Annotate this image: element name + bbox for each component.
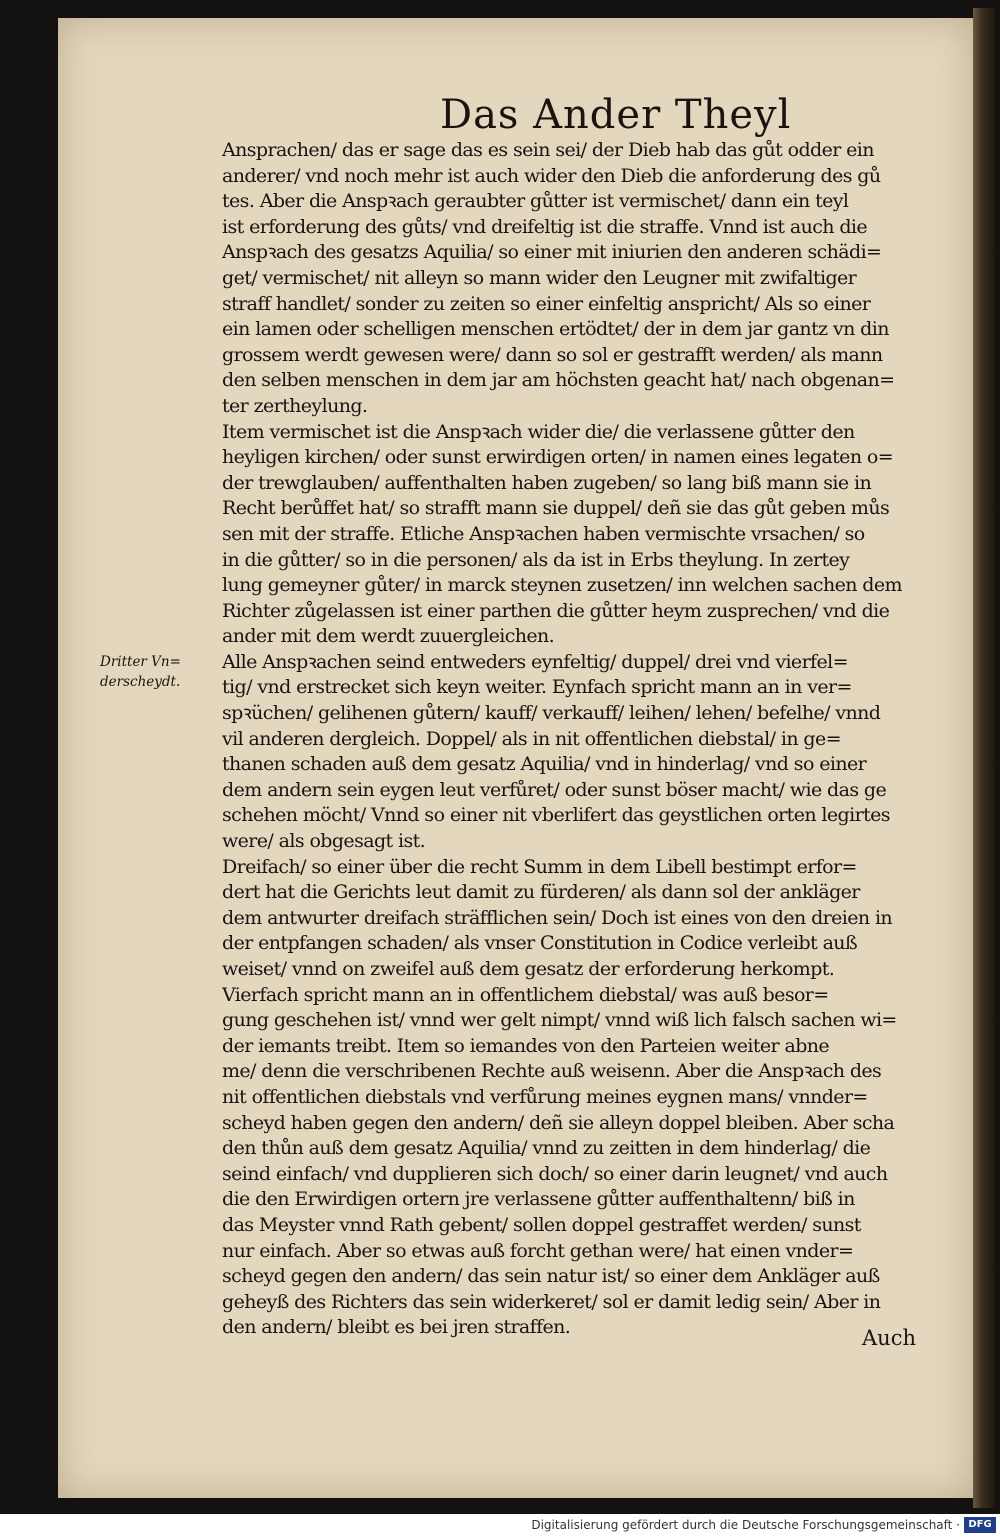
text-line: ander mit dem werdt zuuergleichen. — [222, 625, 555, 648]
text-line: den selben menschen in dem jar am höchsten geacht hat/ nach obgenan= — [222, 369, 895, 392]
text-line: schehen möcht/ Vnnd so einer nit vberlifert das geystlichen orten legirtes — [222, 804, 890, 827]
text-line: get/ vermischet/ nit alleyn so mann wider den Leugner mit zwifaltiger — [222, 266, 857, 289]
text-line: lung gemeyner gůter/ in marck steynen zusetzen/ inn welchen sachen dem — [222, 574, 902, 597]
margin-note-line: Dritter Vn= — [100, 654, 181, 670]
text-line: nur einfach. Aber so etwas auß forcht gethan were/ hat einen vnder= — [222, 1239, 854, 1262]
text-line: Alle Anspꝛachen seind entweders eynfeltig/ duppel/ drei vnd vierfel= — [222, 650, 848, 673]
text-line: straff handlet/ sonder zu zeiten so einer einfeltig anspricht/ Als so einer — [222, 292, 871, 315]
footer-credit: Digitalisierung gefördert durch die Deutsche Forschungsgemeinschaft · — [531, 1518, 960, 1532]
text-line: Ansprachen/ das er sage das es sein sei/ der Dieb hab das gůt odder ein — [222, 139, 874, 161]
text-line: anderer/ vnd noch mehr ist auch wider den Dieb die anforderung des gů — [222, 164, 881, 187]
text-line: den thůn auß dem gesatz Aquilia/ vnnd zu zeitten in dem hinderlag/ die — [222, 1137, 871, 1160]
text-line: in die gůtter/ so in die personen/ als da ist in Erbs theylung. In zertey — [222, 548, 850, 571]
dfg-logo-icon: DFG — [964, 1517, 996, 1533]
text-line: die den Erwirdigen ortern jre verlassene gůtter auffenthaltenn/ biß in — [222, 1188, 855, 1211]
text-line: weiset/ vnnd on zweifel auß dem gesatz der erforderung herkompt. — [222, 958, 835, 980]
text-line: seind einfach/ vnd dupplieren sich doch/ so einer darin leugnet/ vnd auch — [222, 1162, 888, 1185]
text-line: den andern/ bleibt es bei jren straffen. — [222, 1316, 571, 1339]
margin-note — [100, 652, 215, 692]
text-line: grossem werdt gewesen were/ dann so sol er gestrafft werden/ als mann — [222, 343, 883, 366]
catchword: Auch — [862, 1326, 916, 1350]
page-spine — [973, 8, 995, 1508]
text-line: der trewglauben/ auffenthalten haben zugeben/ so lang biß mann sie in — [222, 471, 872, 494]
text-line: spꝛüchen/ gelihenen gůtern/ kauff/ verkauff/ leihen/ lehen/ befelhe/ vnnd — [222, 702, 881, 725]
text-line: Item vermischet ist die Anspꝛach wider die/ die verlassene gůtter den — [222, 420, 855, 443]
text-line: geheyß des Richters das sein widerkeret/ sol er damit ledig sein/ Aber in — [222, 1290, 881, 1313]
text-line: sen mit der straffe. Etliche Anspꝛachen haben vermischte vrsachen/ so — [222, 522, 865, 545]
text-line: dem antwurter dreifach sträfflichen sein/ Doch ist eines von den dreien in — [222, 906, 893, 929]
text-line: Richter zůgelassen ist einer parthen die gůtter heym zusprechen/ vnd die — [222, 599, 890, 622]
text-line: tes. Aber die Anspꝛach geraubter gůtter ist vermischet/ dann ein teyl — [222, 190, 849, 213]
text-line: tig/ vnd erstrecket sich keyn weiter. Eynfach spricht mann an in ver= — [222, 676, 852, 699]
text-line: heyligen kirchen/ oder sunst erwirdigen orten/ in namen eines legaten o= — [222, 446, 894, 469]
text-line: gung geschehen ist/ vnnd wer gelt nimpt/ vnnd wiß lich falsch sachen wi= — [222, 1009, 897, 1032]
text-line: ist erforderung des gůts/ vnd dreifeltig ist die straffe. Vnnd ist auch die — [222, 215, 868, 238]
text-line: scheyd haben gegen den andern/ deñ sie alleyn doppel bleiben. Aber scha — [222, 1111, 895, 1134]
text-line: Anspꝛach des gesatzs Aquilia/ so einer mit iniurien den anderen schädi= — [222, 241, 882, 264]
text-line: dem andern sein eygen leut verfůret/ oder sunst böser macht/ wie das ge — [222, 778, 887, 801]
text-line: thanen schaden auß dem gesatz Aquilia/ vnd in hinderlag/ vnd so einer — [222, 753, 867, 776]
text-line: dert hat die Gerichts leut damit zu fürderen/ als dann sol der ankläger — [222, 881, 860, 904]
page-heading: Das Ander Theyl — [440, 92, 792, 138]
text-line: were/ als obgesagt ist. — [222, 830, 426, 853]
text-line: der iemants treibt. Item so iemandes von den Parteien weiter abne — [222, 1034, 830, 1057]
text-line: das Meyster vnnd Rath gebent/ sollen doppel gestraffet werden/ sunst — [222, 1213, 861, 1236]
text-line: ter zertheylung. — [222, 394, 368, 417]
text-line: nit offentlichen diebstals vnd verfůrung meines eygnen mans/ vnnder= — [222, 1085, 868, 1108]
text-line: Recht berůffet hat/ so strafft mann sie duppel/ deñ sie das gůt geben můs — [222, 497, 890, 520]
footer-bar — [0, 1514, 1000, 1538]
body-text — [222, 138, 942, 1341]
text-line: ein lamen oder schelligen menschen ertödtet/ der in dem jar gantz vn din — [222, 318, 889, 341]
text-line: vil anderen dergleich. Doppel/ als in nit offentlichen diebstal/ in ge= — [222, 727, 841, 750]
text-line: der entpfangen schaden/ als vnser Constitution in Codice verleibt auß — [222, 932, 858, 955]
margin-note-line: derscheydt. — [100, 674, 181, 690]
text-line: scheyd gegen den andern/ das sein natur ist/ so einer dem Ankläger auß — [222, 1265, 880, 1288]
text-line: Vierfach spricht mann an in offentlichem diebstal/ was auß besor= — [222, 983, 829, 1006]
text-line: Dreifach/ so einer über die recht Summ in dem Libell bestimpt erfor= — [222, 855, 857, 878]
text-line: me/ denn die verschribenen Rechte auß weisenn. Aber die Anspꝛach des — [222, 1060, 882, 1083]
